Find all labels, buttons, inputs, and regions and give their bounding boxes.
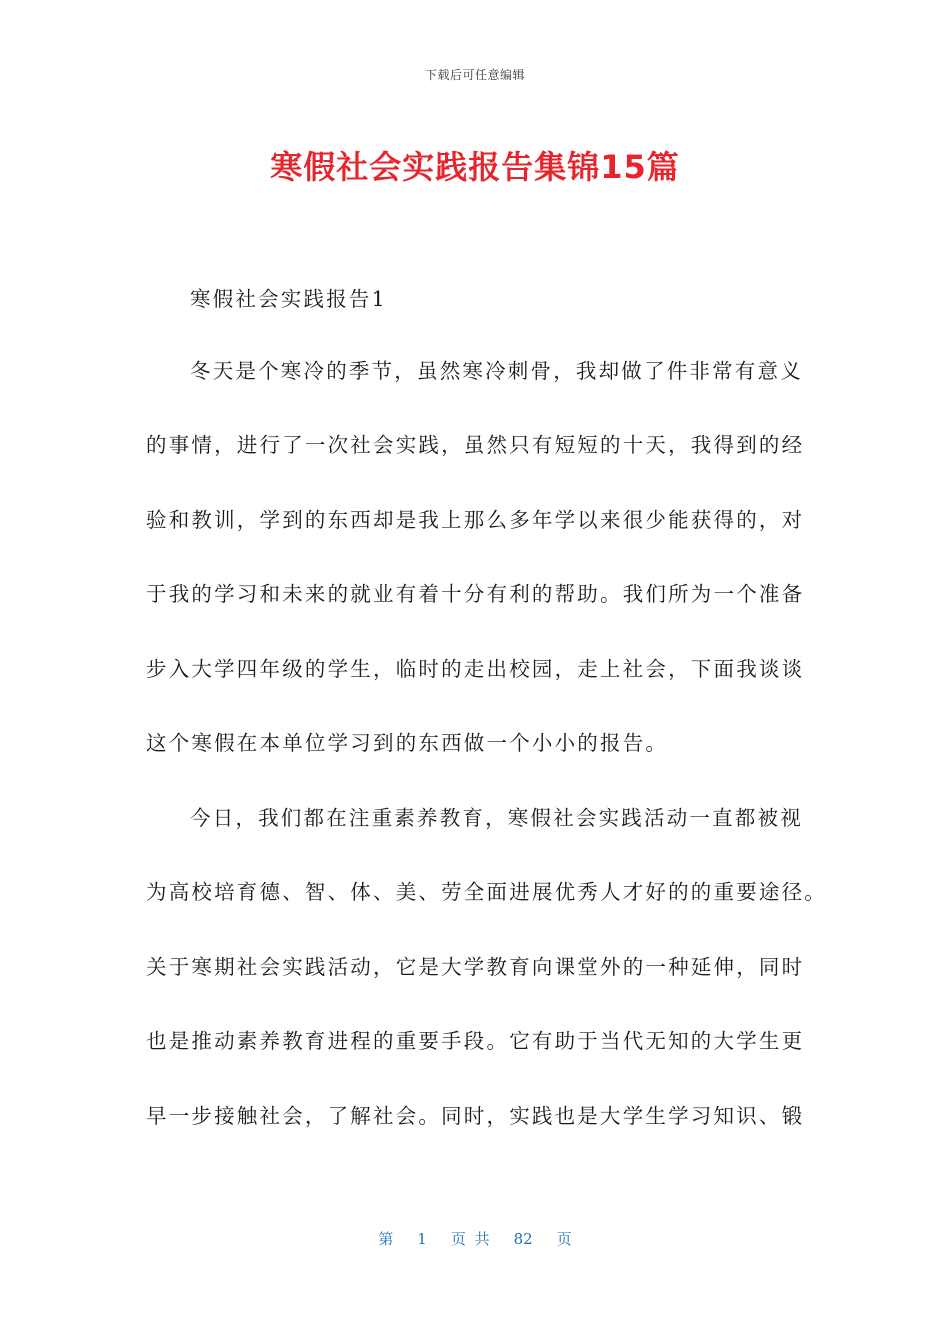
paragraph-line: 验和教训，学到的东西却是我上那么多年学以来很少能获得的，对 <box>146 508 805 532</box>
paragraph-line: 关于寒期社会实践活动，它是大学教育向课堂外的一种延伸，同时 <box>146 955 805 979</box>
footer-total-suffix: 页 <box>556 1230 572 1248</box>
footer-total-prefix: 页 共 <box>450 1230 490 1248</box>
document-title: 寒假社会实践报告集锦15篇 <box>270 148 680 186</box>
paragraph-line: 早一步接触社会，了解社会。同时，实践也是大学生学习知识、锻 <box>146 1104 805 1128</box>
footer-current-page: 1 <box>417 1230 427 1248</box>
paragraph-line: 冬天是个寒冷的季节，虽然寒冷刺骨，我却做了件非常有意义 <box>190 359 803 383</box>
paragraph-line: 今日，我们都在注重素养教育，寒假社会实践活动一直都被视 <box>190 806 803 830</box>
section-heading: 寒假社会实践报告1 <box>190 287 387 311</box>
footer-total-pages: 82 <box>513 1230 533 1248</box>
page-footer <box>0 1228 950 1249</box>
footer-page-label: 第 <box>378 1230 394 1248</box>
paragraph-line: 为高校培育德、智、体、美、劳全面进展优秀人才好的的重要途径。 <box>146 880 827 904</box>
paragraph-line: 这个寒假在本单位学习到的东西做一个小小的报告。 <box>146 731 669 755</box>
header-note: 下载后可任意编辑 <box>424 68 525 82</box>
paragraph-line: 步入大学四年级的学生，临时的走出校园，走上社会，下面我谈谈 <box>146 657 805 681</box>
paragraph-line: 也是推动素养教育进程的重要手段。它有助于当代无知的大学生更 <box>146 1029 805 1053</box>
paragraph-line: 的事情，进行了一次社会实践，虽然只有短短的十天，我得到的经 <box>146 433 805 457</box>
paragraph-line: 于我的学习和未来的就业有着十分有利的帮助。我们所为一个准备 <box>146 582 805 606</box>
